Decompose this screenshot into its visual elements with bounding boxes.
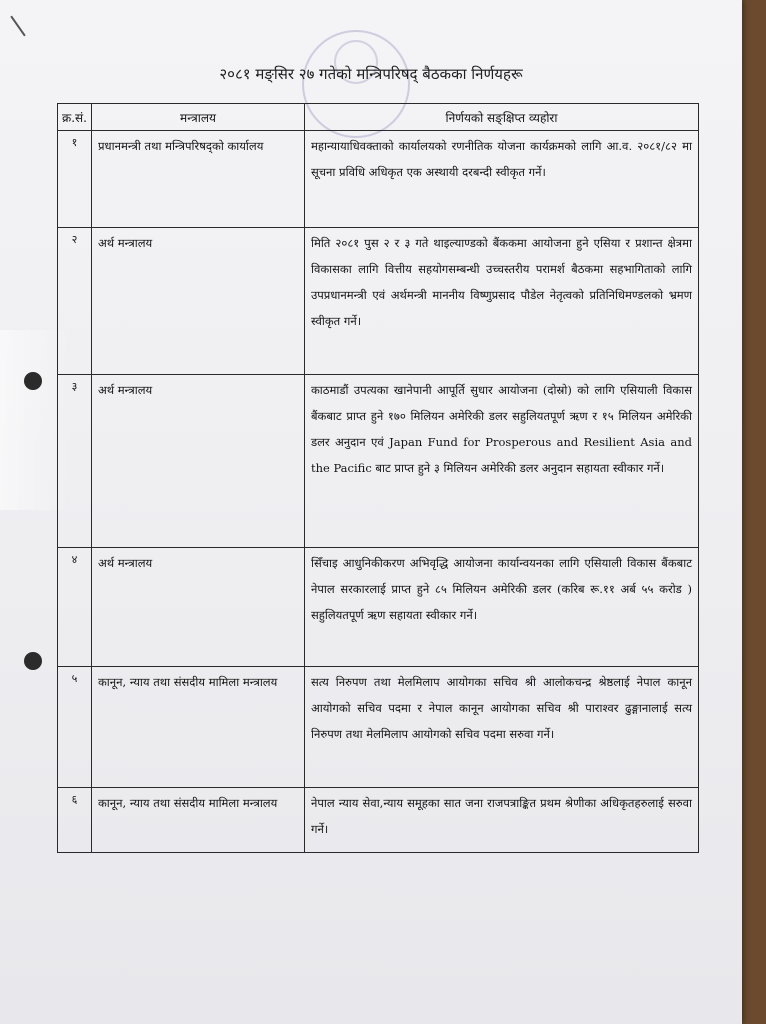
- table-header-row: [58, 104, 699, 131]
- row-serial: ३: [58, 375, 92, 548]
- punch-hole-bottom: [24, 652, 42, 670]
- row-decision: सत्य निरुपण तथा मेलमिलाप आयोगका सचिव श्री आलोकचन्द्र श्रेष्ठलाई नेपाल कानून आयोगको सचिव पदमा र नेपाल कानून आयोगका सचिव श्री पाराश्वर ढुङ्गानालाई सत्य निरुपण तथा मेलमिलाप आयोगको सचिव पदमा सरुवा गर्ने।: [304, 667, 698, 788]
- row-serial: ५: [58, 667, 92, 788]
- row-ministry: अर्थ मन्त्रालय: [91, 548, 304, 667]
- row-ministry: कानून, न्याय तथा संसदीय मामिला मन्त्रालय: [91, 667, 304, 788]
- row-decision: नेपाल न्याय सेवा,न्याय समूहका सात जना राजपत्राङ्कित प्रथम श्रेणीका अधिकृतहरुलाई सरुवा गर्ने।: [304, 788, 698, 853]
- table-row: [58, 788, 699, 853]
- page-title: २०८१ मङ्सिर २७ गतेको मन्त्रिपरिषद् बैठकका निर्णयहरू: [219, 65, 523, 83]
- punch-hole-top: [24, 372, 42, 390]
- header-ministry: मन्त्रालय: [91, 104, 304, 131]
- row-serial: ६: [58, 788, 92, 853]
- table-row: [58, 228, 699, 375]
- table-row: [58, 667, 699, 788]
- row-serial: २: [58, 228, 92, 375]
- row-decision: काठमाडौं उपत्यका खानेपानी आपूर्ति सुधार आयोजना (दोस्रो) को लागि एसियाली विकास बैंकबाट प्राप्त हुने १७० मिलियन अमेरिकी डलर सहुलियतपूर्ण ऋण र १५ मिलियन अमेरिकी डलर अनुदान एवं Japan Fund for Prosperous and Resilient Asia and the Pacific बाट प्राप्त हुने ३ मिलियन अमेरिकी डलर अनुदान सहायता स्वीकार गर्ने।: [304, 375, 698, 548]
- decisions-table: [57, 103, 699, 853]
- row-ministry: अर्थ मन्त्रालय: [91, 228, 304, 375]
- row-decision: मिति २०८१ पुस २ र ३ गते थाइल्याण्डको बैंककमा आयोजना हुने एसिया र प्रशान्त क्षेत्रमा विकासका लागि वित्तीय सहयोगसम्बन्धी उच्चस्तरीय परामर्श बैठकमा सहभागिताको लागि उपप्रधानमन्त्री एवं अर्थमन्त्री माननीय विष्णुप्रसाद पौडेल नेतृत्वको प्रतिनिधिमण्डलको भ्रमण स्वीकृत गर्ने।: [304, 228, 698, 375]
- row-serial: ४: [58, 548, 92, 667]
- header-serial: क्र.सं.: [58, 104, 92, 131]
- table-row: [58, 131, 699, 228]
- row-serial: १: [58, 131, 92, 228]
- row-ministry: कानून, न्याय तथा संसदीय मामिला मन्त्रालय: [91, 788, 304, 853]
- row-ministry: अर्थ मन्त्रालय: [91, 375, 304, 548]
- table-row: [58, 375, 699, 548]
- row-decision: सिँचाइ आधुनिकीकरण अभिवृद्धि आयोजना कार्यान्वयनका लागि एसियाली विकास बैंकबाट नेपाल सरकारलाई प्राप्त हुने ८५ मिलियन अमेरिकी डलर (करिब रू.११ अर्ब ५५ करोड ) सहुलियतपूर्ण ऋण सहायता स्वीकार गर्ने।: [304, 548, 698, 667]
- pen-mark: [10, 16, 25, 37]
- table-row: [58, 548, 699, 667]
- row-decision: महान्यायाधिवक्ताको कार्यालयको रणनीतिक योजना कार्यक्रमको लागि आ.व. २०८१/८२ मा सूचना प्रविधि अधिकृत एक अस्थायी दरबन्दी स्वीकृत गर्ने।: [304, 131, 698, 228]
- row-ministry: प्रधानमन्त्री तथा मन्त्रिपरिषद्को कार्यालय: [91, 131, 304, 228]
- header-decision: निर्णयको सङ्क्षिप्त व्यहोरा: [304, 104, 698, 131]
